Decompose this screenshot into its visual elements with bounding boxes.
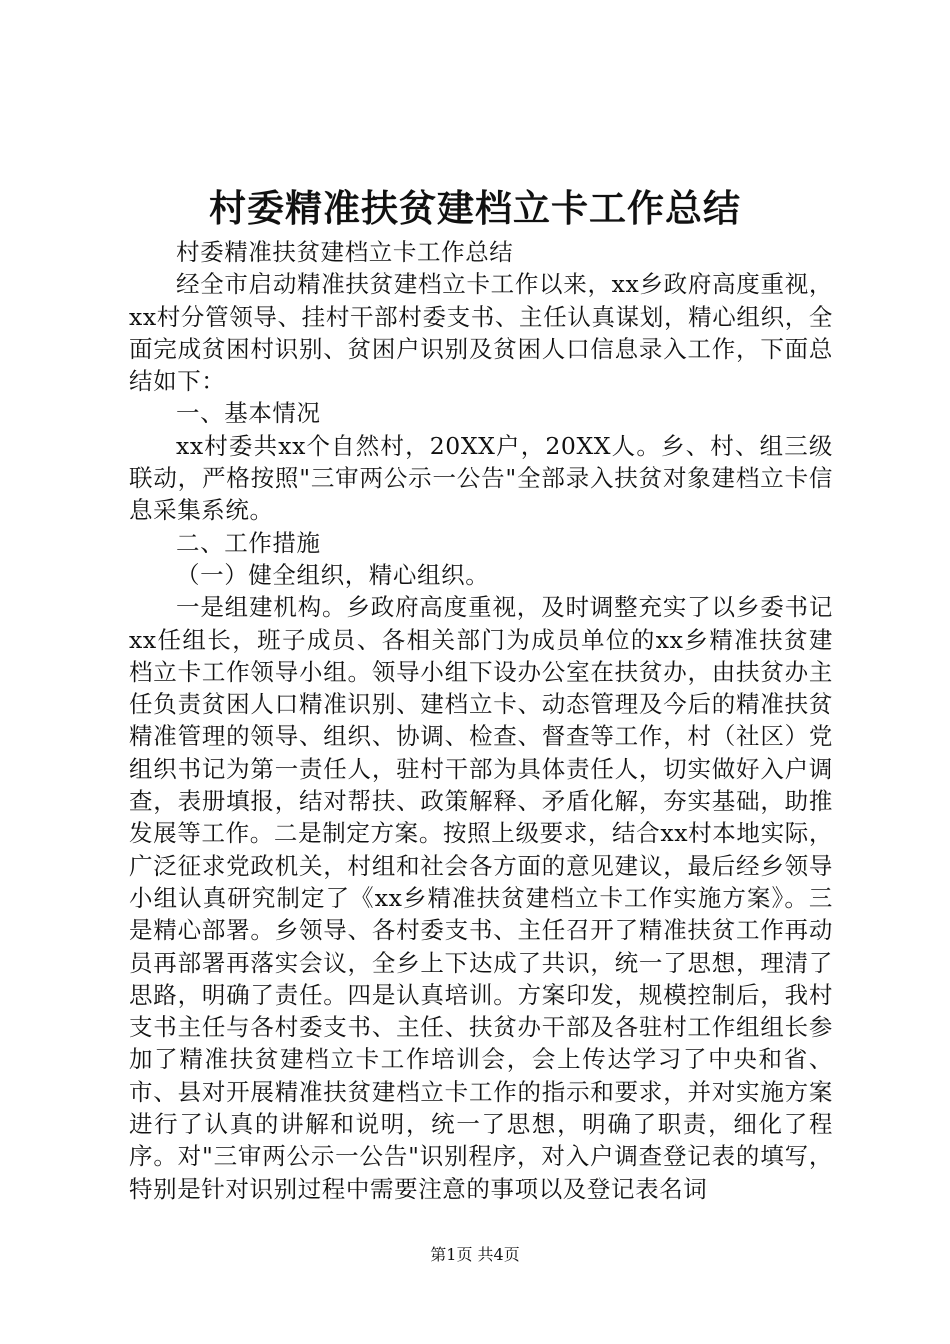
subsection-heading-organization: （一）健全组织，精心组织。 [176,560,490,589]
document-title: 村委精准扶贫建档立卡工作总结 [209,186,741,230]
section-heading-basic-situation: 一、基本情况 [176,399,321,428]
paragraph-subtitle: 村委精准扶贫建档立卡工作总结 [176,238,514,266]
paragraph-organization-details: 一是组建机构。乡政府高度重视，及时调整充实了以乡委书记xx任组长，班子成员、各相关部门为成员单位的xx乡精准扶贫建档立卡工作领导小组。领导小组下设办公室在扶贫办，由扶贫办主任负责贫困人口精准识别、建档立卡、动态管理及今后的精准扶贫精准管理的领导、组织、协调、检查、督查等工作，村（社区）党组织书记为第一责任人，驻村干部为具体责任人，切实做好入户调查，表册填报，结对帮扶、政策解释、矛盾化解，夯实基础，助推发展等工作。二是制定方案。按照上级要求，结合xx村本地实际，广泛征求党政机关，村组和社会各方面的意见建议，最后经乡领导小组认真研究制定了《xx乡精准扶贫建档立卡工作实施方案》。三是精心部署。乡领导、各村委支书、主任召开了精准扶贫工作再动员再部署再落实会议，全乡上下达成了共识，统一了思想，理清了思路，明确了责任。四是认真培训。方案印发，规模控制后，我村支书主任与各村委支书、主任、扶贫办干部及各驻村工作组组长参加了精准扶贫建档立卡工作培训会，会上传达学习了中央和省、市、县对开展精准扶贫建档立卡工作的指示和要求，并对实施方案进行了认真的讲解和说明，统一了思想，明确了职责，细化了程序。对"三审两公示一公告"识别程序，对入户调查登记表的填写，特别是针对识别过程中需要注意的事项以及登记表名词 [129,593,833,1203]
paragraph-basic-situation: xx村委共xx个自然村，20XX户，20XX人。乡、村、组三级联动，严格按照"三审两公示一公告"全部录入扶贫对象建档立卡信息采集系统。 [129,431,833,525]
page-number-footer: 第1页 共4页 [430,1245,520,1264]
section-heading-work-measures: 二、工作措施 [176,528,321,557]
document-body [129,236,833,1205]
paragraph-intro: 经全市启动精准扶贫建档立卡工作以来，xx乡政府高度重视，xx村分管领导、挂村干部村委支书、主任认真谋划，精心组织，全面完成贫困村识别、贫困户识别及贫困人口信息录入工作，下面总结如下： [129,270,833,396]
